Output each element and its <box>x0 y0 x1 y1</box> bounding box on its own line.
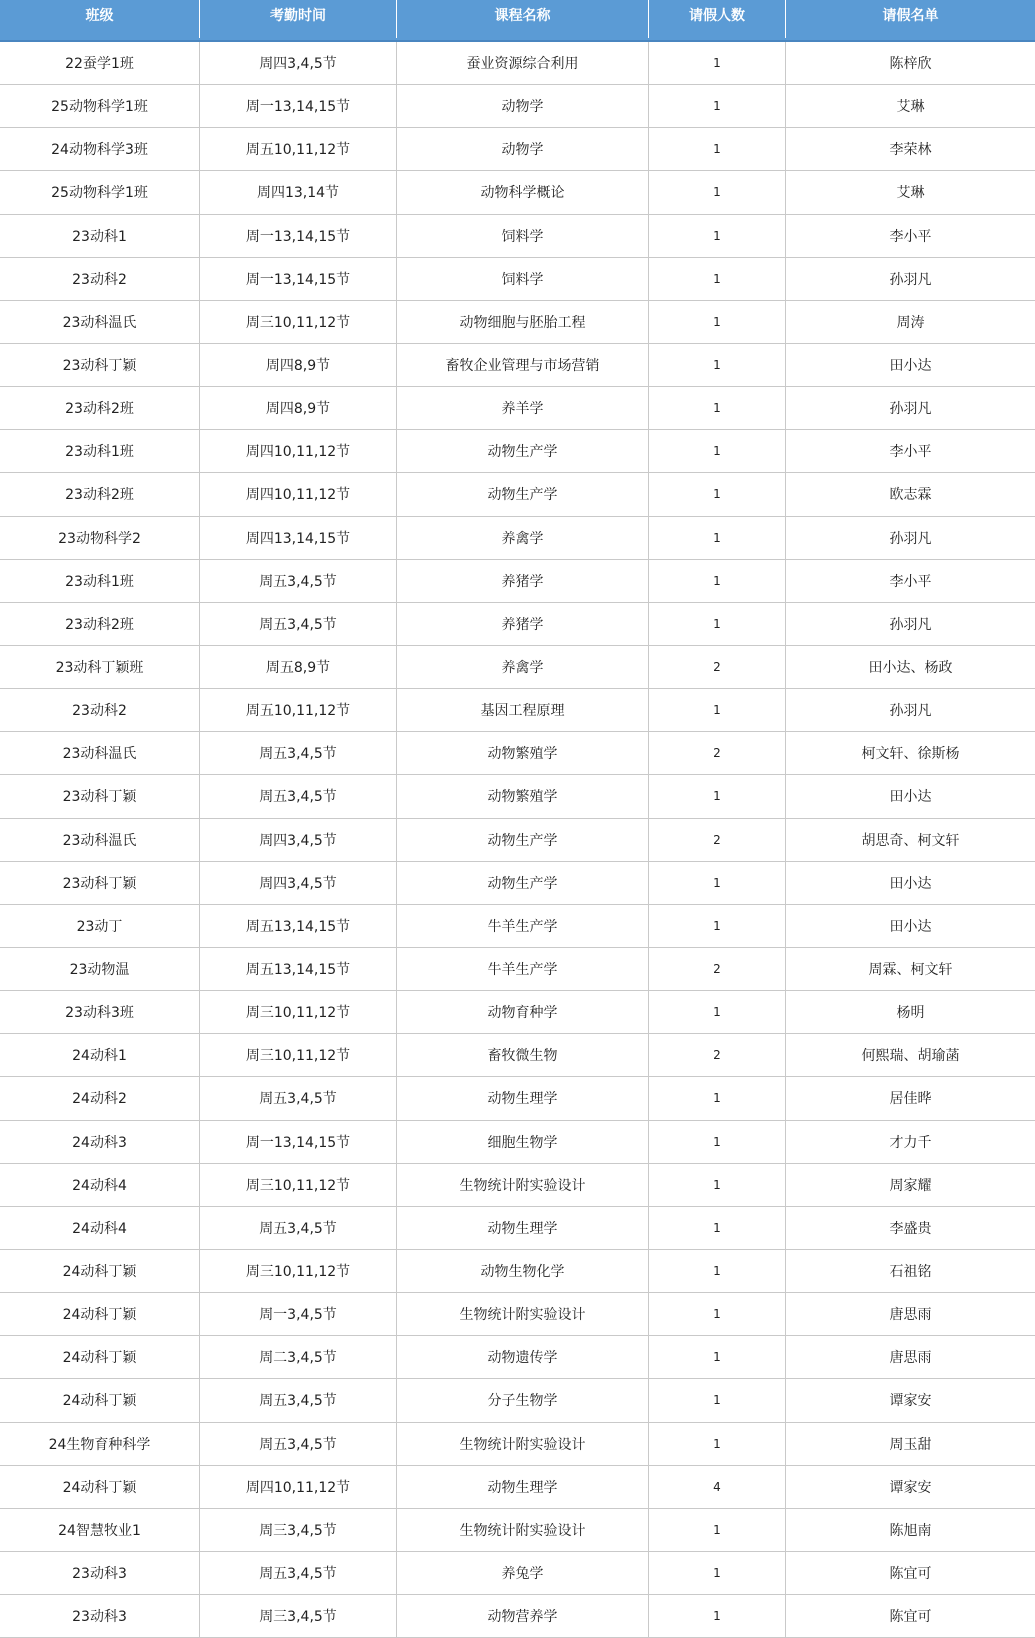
cell-leave-count[interactable]: 1 <box>649 1207 786 1249</box>
cell-class[interactable]: 23动科温氏 <box>0 301 200 343</box>
cell-course-name[interactable]: 养禽学 <box>397 517 649 559</box>
table-row <box>0 1207 1035 1250</box>
cell-leave-count[interactable]: 1 <box>649 862 786 904</box>
cell-class[interactable]: 23动科丁颖 <box>0 344 200 386</box>
cell-leave-names[interactable]: 周霖、柯文轩 <box>868 962 953 979</box>
cell-leave-names[interactable]: 谭家安 <box>889 1393 932 1410</box>
cell-attendance-time[interactable]: 周五8,9节 <box>200 646 397 688</box>
cell-course-name[interactable]: 动物繁殖学 <box>397 732 649 774</box>
cell-course-name[interactable]: 动物生理学 <box>397 1207 649 1249</box>
table-row <box>0 473 1035 516</box>
cell-leave-count[interactable]: 1 <box>649 1164 786 1206</box>
table-row <box>0 85 1035 128</box>
cell-leave-count[interactable]: 4 <box>649 1466 786 1508</box>
cell-leave-count[interactable]: 1 <box>649 1250 786 1292</box>
cell-class[interactable]: 23动科2班 <box>0 387 200 429</box>
cell-leave-count[interactable]: 1 <box>649 1595 786 1637</box>
cell-leave-names[interactable]: 居佳晔 <box>889 1091 932 1108</box>
cell-attendance-time[interactable]: 周五3,4,5节 <box>200 1077 397 1119</box>
cell-attendance-time[interactable]: 周一13,14,15节 <box>200 85 397 127</box>
table-row <box>0 1423 1035 1466</box>
cell-attendance-time[interactable]: 周三10,11,12节 <box>200 1164 397 1206</box>
table-row <box>0 1595 1035 1638</box>
cell-class[interactable]: 24动科丁颖 <box>0 1466 200 1508</box>
cell-leave-names[interactable]: 周涛 <box>896 314 925 331</box>
cell-course-name[interactable]: 畜牧企业管理与市场营销 <box>397 344 649 386</box>
cell-leave-count[interactable]: 2 <box>649 948 786 990</box>
cell-leave-count[interactable]: 1 <box>649 1077 786 1119</box>
cell-class[interactable]: 24动物科学3班 <box>0 128 200 170</box>
cell-course-name[interactable]: 动物细胞与胚胎工程 <box>397 301 649 343</box>
cell-attendance-time[interactable]: 周三10,11,12节 <box>200 1250 397 1292</box>
cell-leave-count[interactable]: 1 <box>649 171 786 213</box>
cell-leave-count[interactable]: 1 <box>649 258 786 300</box>
cell-leave-names[interactable]: 艾琳 <box>896 99 925 116</box>
cell-class[interactable]: 23动科2班 <box>0 473 200 515</box>
cell-attendance-time[interactable]: 周一13,14,15节 <box>200 215 397 257</box>
cell-attendance-time[interactable]: 周四13,14节 <box>200 171 397 213</box>
cell-course-name[interactable]: 蚕业资源综合利用 <box>397 42 649 84</box>
table-row <box>0 1466 1035 1509</box>
cell-leave-names[interactable]: 周家耀 <box>889 1177 932 1194</box>
cell-course-name[interactable]: 动物生理学 <box>397 1466 649 1508</box>
cell-leave-names[interactable]: 田小达 <box>889 789 932 806</box>
table-header-row <box>0 0 1035 42</box>
cell-attendance-time[interactable]: 周四10,11,12节 <box>200 473 397 515</box>
cell-leave-names[interactable]: 艾琳 <box>896 185 925 202</box>
table-row <box>0 1509 1035 1552</box>
cell-class[interactable]: 23动科温氏 <box>0 732 200 774</box>
cell-leave-count[interactable]: 1 <box>649 1121 786 1163</box>
cell-attendance-time[interactable]: 周五3,4,5节 <box>200 732 397 774</box>
cell-attendance-time[interactable]: 周一13,14,15节 <box>200 1121 397 1163</box>
table-row <box>0 1552 1035 1595</box>
cell-attendance-time[interactable]: 周五3,4,5节 <box>200 1552 397 1594</box>
cell-leave-names[interactable]: 田小达 <box>889 875 932 892</box>
cell-leave-count[interactable]: 1 <box>649 85 786 127</box>
cell-attendance-time[interactable]: 周四3,4,5节 <box>200 819 397 861</box>
table-row <box>0 171 1035 214</box>
cell-leave-names[interactable]: 杨明 <box>896 1005 925 1022</box>
cell-attendance-time[interactable]: 周二3,4,5节 <box>200 1336 397 1378</box>
cell-attendance-time[interactable]: 周五13,14,15节 <box>200 905 397 947</box>
cell-leave-count[interactable]: 1 <box>649 1379 786 1421</box>
table-row <box>0 1034 1035 1077</box>
table-row <box>0 258 1035 301</box>
cell-attendance-time[interactable]: 周一13,14,15节 <box>200 258 397 300</box>
cell-class[interactable]: 23动科3班 <box>0 991 200 1033</box>
cell-course-name[interactable]: 牛羊生产学 <box>397 905 649 947</box>
cell-leave-count[interactable]: 1 <box>649 1293 786 1335</box>
table-row <box>0 603 1035 646</box>
cell-leave-names[interactable]: 李小平 <box>889 228 932 245</box>
header-leave-names[interactable]: 请假名单 <box>882 8 939 24</box>
cell-attendance-time[interactable]: 周三3,4,5节 <box>200 1509 397 1551</box>
cell-attendance-time[interactable]: 周三3,4,5节 <box>200 1595 397 1637</box>
table-row <box>0 1379 1035 1422</box>
cell-attendance-time[interactable]: 周四10,11,12节 <box>200 430 397 472</box>
cell-class[interactable]: 23动丁 <box>0 905 200 947</box>
cell-leave-names[interactable]: 李小平 <box>889 573 932 590</box>
cell-attendance-time[interactable]: 周五13,14,15节 <box>200 948 397 990</box>
cell-leave-names[interactable]: 陈旭南 <box>889 1522 932 1539</box>
cell-leave-names[interactable]: 谭家安 <box>889 1479 932 1496</box>
cell-attendance-time[interactable]: 周一3,4,5节 <box>200 1293 397 1335</box>
cell-leave-names[interactable]: 周玉甜 <box>889 1436 932 1453</box>
cell-attendance-time[interactable]: 周五3,4,5节 <box>200 603 397 645</box>
cell-attendance-time[interactable]: 周四8,9节 <box>200 387 397 429</box>
cell-class[interactable]: 24动科4 <box>0 1207 200 1249</box>
cell-class[interactable]: 24动科丁颖 <box>0 1379 200 1421</box>
table-row <box>0 387 1035 430</box>
cell-class[interactable]: 23动科丁颖班 <box>0 646 200 688</box>
cell-leave-count[interactable]: 1 <box>649 215 786 257</box>
cell-leave-count[interactable]: 1 <box>649 430 786 472</box>
cell-leave-names[interactable]: 柯文轩、徐斯杨 <box>861 746 960 763</box>
cell-leave-names[interactable]: 孙羽凡 <box>889 530 932 547</box>
cell-leave-names[interactable]: 陈宜可 <box>889 1565 932 1582</box>
header-leave-count[interactable]: 请假人数 <box>649 0 786 38</box>
cell-leave-names[interactable]: 孙羽凡 <box>889 703 932 720</box>
cell-leave-count[interactable]: 1 <box>649 517 786 559</box>
cell-leave-names[interactable]: 孙羽凡 <box>889 616 932 633</box>
cell-class[interactable]: 25动物科学1班 <box>0 85 200 127</box>
table-row <box>0 732 1035 775</box>
cell-attendance-time[interactable]: 周四10,11,12节 <box>200 1466 397 1508</box>
cell-class[interactable]: 23动科丁颖 <box>0 862 200 904</box>
table-row <box>0 948 1035 991</box>
cell-course-name[interactable]: 动物生产学 <box>397 473 649 515</box>
table-row <box>0 905 1035 948</box>
table-row <box>0 862 1035 905</box>
cell-course-name[interactable]: 动物遗传学 <box>397 1336 649 1378</box>
header-course-name[interactable]: 课程名称 <box>397 0 649 38</box>
cell-course-name[interactable]: 动物生物化学 <box>397 1250 649 1292</box>
cell-leave-count[interactable]: 1 <box>649 387 786 429</box>
cell-course-name[interactable]: 动物育种学 <box>397 991 649 1033</box>
cell-class[interactable]: 23动科2 <box>0 258 200 300</box>
table-row <box>0 215 1035 258</box>
table-row <box>0 689 1035 732</box>
cell-leave-count[interactable]: 1 <box>649 128 786 170</box>
cell-class[interactable]: 23动科1班 <box>0 560 200 602</box>
cell-leave-names[interactable]: 何熙瑞、胡瑜菡 <box>861 1048 960 1065</box>
cell-leave-count[interactable]: 1 <box>649 603 786 645</box>
cell-leave-names[interactable]: 李小平 <box>889 444 932 461</box>
cell-class[interactable]: 23动科1班 <box>0 430 200 472</box>
cell-leave-count[interactable]: 2 <box>649 646 786 688</box>
cell-course-name[interactable]: 生物统计附实验设计 <box>397 1293 649 1335</box>
cell-course-name[interactable]: 饲料学 <box>397 258 649 300</box>
cell-course-name[interactable]: 动物繁殖学 <box>397 775 649 817</box>
table-row <box>0 646 1035 689</box>
table-row <box>0 1293 1035 1336</box>
cell-leave-names[interactable]: 李荣林 <box>889 142 932 159</box>
cell-leave-count[interactable]: 1 <box>649 1509 786 1551</box>
cell-attendance-time[interactable]: 周三10,11,12节 <box>200 1034 397 1076</box>
cell-leave-names[interactable]: 唐思雨 <box>889 1307 932 1324</box>
cell-attendance-time[interactable]: 周三10,11,12节 <box>200 301 397 343</box>
cell-course-name[interactable]: 动物生产学 <box>397 819 649 861</box>
table-row <box>0 1121 1035 1164</box>
cell-course-name[interactable]: 养羊学 <box>397 387 649 429</box>
cell-class[interactable]: 24动科1 <box>0 1034 200 1076</box>
cell-leave-count[interactable]: 1 <box>649 42 786 84</box>
cell-class[interactable]: 23动科温氏 <box>0 819 200 861</box>
cell-attendance-time[interactable]: 周五3,4,5节 <box>200 1207 397 1249</box>
cell-class[interactable]: 23动物科学2 <box>0 517 200 559</box>
cell-attendance-time[interactable]: 周四3,4,5节 <box>200 42 397 84</box>
cell-course-name[interactable]: 养猪学 <box>397 603 649 645</box>
cell-course-name[interactable]: 养禽学 <box>397 646 649 688</box>
header-attendance-time[interactable]: 考勤时间 <box>200 0 397 38</box>
table-row <box>0 1164 1035 1207</box>
cell-class[interactable]: 24动科丁颖 <box>0 1336 200 1378</box>
cell-leave-count[interactable]: 1 <box>649 991 786 1033</box>
table-row <box>0 991 1035 1034</box>
cell-class[interactable]: 24动科4 <box>0 1164 200 1206</box>
cell-course-name[interactable]: 细胞生物学 <box>397 1121 649 1163</box>
cell-class[interactable]: 24动科2 <box>0 1077 200 1119</box>
table-row <box>0 1336 1035 1379</box>
cell-class[interactable]: 25动物科学1班 <box>0 171 200 213</box>
cell-leave-count[interactable]: 1 <box>649 473 786 515</box>
cell-leave-count[interactable]: 2 <box>649 732 786 774</box>
cell-leave-names[interactable]: 孙羽凡 <box>889 271 932 288</box>
cell-leave-names[interactable]: 唐思雨 <box>889 1350 932 1367</box>
cell-leave-names[interactable]: 陈梓欣 <box>889 56 932 73</box>
table-row <box>0 1250 1035 1293</box>
cell-course-name[interactable]: 动物生产学 <box>397 430 649 472</box>
cell-course-name[interactable]: 分子生物学 <box>397 1379 649 1421</box>
cell-leave-names[interactable]: 陈宜可 <box>889 1609 932 1626</box>
cell-leave-count[interactable]: 1 <box>649 689 786 731</box>
cell-leave-names[interactable]: 才力千 <box>889 1134 932 1151</box>
cell-class[interactable]: 24动科3 <box>0 1121 200 1163</box>
cell-class[interactable]: 24生物育种科学 <box>0 1423 200 1465</box>
cell-course-name[interactable]: 动物学 <box>397 85 649 127</box>
cell-course-name[interactable]: 饲料学 <box>397 215 649 257</box>
table-row <box>0 128 1035 171</box>
cell-attendance-time[interactable]: 周五10,11,12节 <box>200 689 397 731</box>
cell-leave-count[interactable]: 1 <box>649 560 786 602</box>
cell-course-name[interactable]: 动物学 <box>397 128 649 170</box>
cell-leave-names[interactable]: 孙羽凡 <box>889 401 932 418</box>
cell-leave-count[interactable]: 1 <box>649 301 786 343</box>
cell-course-name[interactable]: 生物统计附实验设计 <box>397 1509 649 1551</box>
cell-course-name[interactable]: 生物统计附实验设计 <box>397 1164 649 1206</box>
cell-attendance-time[interactable]: 周四13,14,15节 <box>200 517 397 559</box>
cell-class[interactable]: 24智慧牧业1 <box>0 1509 200 1551</box>
cell-class[interactable]: 23动科2 <box>0 689 200 731</box>
cell-attendance-time[interactable]: 周四3,4,5节 <box>200 862 397 904</box>
cell-leave-count[interactable]: 1 <box>649 1336 786 1378</box>
cell-leave-names[interactable]: 胡思奇、柯文轩 <box>861 832 960 849</box>
table-row <box>0 42 1035 85</box>
cell-course-name[interactable]: 生物统计附实验设计 <box>397 1423 649 1465</box>
cell-leave-count[interactable]: 1 <box>649 905 786 947</box>
cell-course-name[interactable]: 牛羊生产学 <box>397 948 649 990</box>
cell-class[interactable]: 23动科3 <box>0 1552 200 1594</box>
table-row <box>0 1077 1035 1120</box>
cell-attendance-time[interactable]: 周五3,4,5节 <box>200 775 397 817</box>
table-row <box>0 344 1035 387</box>
cell-class[interactable]: 23动科1 <box>0 215 200 257</box>
table-body <box>0 42 1035 1638</box>
cell-class[interactable]: 23动科2班 <box>0 603 200 645</box>
cell-attendance-time[interactable]: 周三10,11,12节 <box>200 991 397 1033</box>
cell-leave-count[interactable]: 2 <box>649 819 786 861</box>
cell-leave-names[interactable]: 欧志霖 <box>889 487 932 504</box>
cell-attendance-time[interactable]: 周五3,4,5节 <box>200 1379 397 1421</box>
cell-course-name[interactable]: 动物生理学 <box>397 1077 649 1119</box>
cell-attendance-time[interactable]: 周四8,9节 <box>200 344 397 386</box>
table-row <box>0 430 1035 473</box>
cell-attendance-time[interactable]: 周五3,4,5节 <box>200 560 397 602</box>
cell-leave-count[interactable]: 1 <box>649 1552 786 1594</box>
cell-leave-names[interactable]: 田小达、杨政 <box>868 660 953 677</box>
table-row <box>0 517 1035 560</box>
table-row <box>0 819 1035 862</box>
cell-course-name[interactable]: 动物营养学 <box>397 1595 649 1637</box>
cell-course-name[interactable]: 养猪学 <box>397 560 649 602</box>
cell-leave-count[interactable]: 1 <box>649 775 786 817</box>
cell-leave-count[interactable]: 1 <box>649 344 786 386</box>
table-row <box>0 301 1035 344</box>
cell-course-name[interactable]: 养兔学 <box>397 1552 649 1594</box>
table-row <box>0 560 1035 603</box>
cell-course-name[interactable]: 畜牧微生物 <box>397 1034 649 1076</box>
cell-leave-names[interactable]: 石祖铭 <box>889 1264 932 1280</box>
cell-leave-names[interactable]: 李盛贵 <box>889 1220 932 1237</box>
cell-class[interactable]: 22蚕学1班 <box>0 42 200 84</box>
cell-leave-count[interactable]: 1 <box>649 1423 786 1465</box>
cell-course-name[interactable]: 基因工程原理 <box>397 689 649 731</box>
cell-class[interactable]: 23动科丁颖 <box>0 775 200 817</box>
cell-leave-count[interactable]: 2 <box>649 1034 786 1076</box>
cell-class[interactable]: 23动科3 <box>0 1595 200 1637</box>
cell-class[interactable]: 24动科丁颖 <box>0 1250 200 1292</box>
cell-leave-names[interactable]: 田小达 <box>889 918 932 935</box>
cell-class[interactable]: 23动物温 <box>0 948 200 990</box>
cell-leave-names[interactable]: 田小达 <box>889 358 932 375</box>
cell-attendance-time[interactable]: 周五10,11,12节 <box>200 128 397 170</box>
cell-attendance-time[interactable]: 周五3,4,5节 <box>200 1423 397 1465</box>
header-class[interactable]: 班级 <box>0 0 200 38</box>
cell-class[interactable]: 24动科丁颖 <box>0 1293 200 1335</box>
table-row <box>0 775 1035 818</box>
cell-course-name[interactable]: 动物科学概论 <box>397 171 649 213</box>
cell-course-name[interactable]: 动物生产学 <box>397 862 649 904</box>
